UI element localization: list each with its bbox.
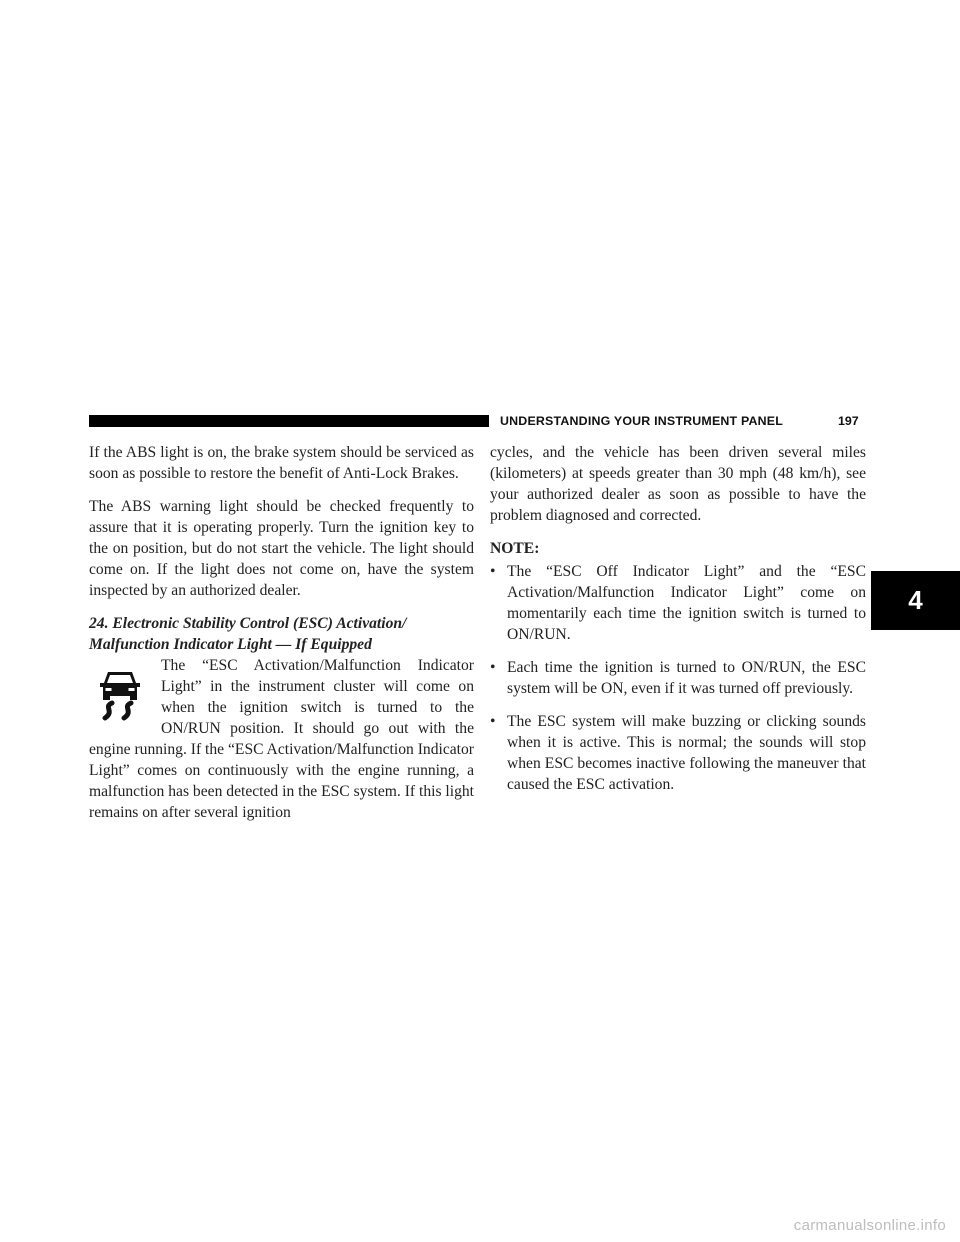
list-item xyxy=(490,657,866,699)
header-rule xyxy=(89,415,489,427)
left-column xyxy=(89,442,474,823)
note-item-text: Each time the ignition is turned to ON/RUN, the ESC system will be ON, even if it was turned off previously. xyxy=(507,659,866,697)
esc-skidding-car-icon xyxy=(91,663,149,721)
esc-description-text: The “ESC Activation/Malfunction Indicator Light” in the instrument cluster will come on when the ignition switch is turned to the ON/RUN position. It should go out with the engine running. If the “ESC Activation/Malfunction Indicator Light” comes on continuously with the engine running, a malfunction has been detected in the ESC system. If this light remains on after several ignition xyxy=(89,657,475,821)
chapter-tab: 4 xyxy=(871,571,960,630)
note-label: NOTE: xyxy=(490,540,540,557)
list-item xyxy=(490,711,866,795)
abs-check-paragraph: The ABS warning light should be checked frequently to assure that it is operating properly. Turn the ignition key to the on position, but do not start the vehicle. The light should come on. If the light does not come on, have the system inspected by an authorized dealer. xyxy=(89,498,474,599)
section-title: UNDERSTANDING YOUR INSTRUMENT PANEL xyxy=(500,414,784,428)
abs-service-paragraph: If the ABS light is on, the brake system should be serviced as soon as possible to restore the benefit of Anti-Lock Brakes. xyxy=(89,444,474,482)
page-number: 197 xyxy=(838,414,859,428)
esc-description xyxy=(89,655,474,823)
note-item-text: The ESC system will make buzzing or clicking sounds when it is active. This is normal; the sounds will stop when ESC becomes inactive following the maneuver that caused the ESC activation. xyxy=(507,713,866,793)
bullet-marker: • xyxy=(490,659,496,676)
list-item xyxy=(490,561,866,645)
watermark: carmanualsonline.info xyxy=(793,1217,946,1234)
esc-section-heading: 24. Electronic Stability Control (ESC) Activation/ Malfunction Indicator Light — If Equipped xyxy=(89,615,407,653)
right-column xyxy=(490,442,866,807)
note-list xyxy=(490,561,866,795)
esc-continued-paragraph: cycles, and the vehicle has been driven several miles (kilometers) at speeds greater than 30 mph (48 km/h), see your authorized dealer as soon as possible to have the problem diagnosed and corrected. xyxy=(490,444,866,524)
note-item-text: The “ESC Off Indicator Light” and the “ESC Activation/Malfunction Indicator Light” come on momentarily each time the ignition switch is turned to ON/RUN. xyxy=(507,563,866,643)
bullet-marker: • xyxy=(490,713,496,730)
bullet-marker: • xyxy=(490,563,496,580)
